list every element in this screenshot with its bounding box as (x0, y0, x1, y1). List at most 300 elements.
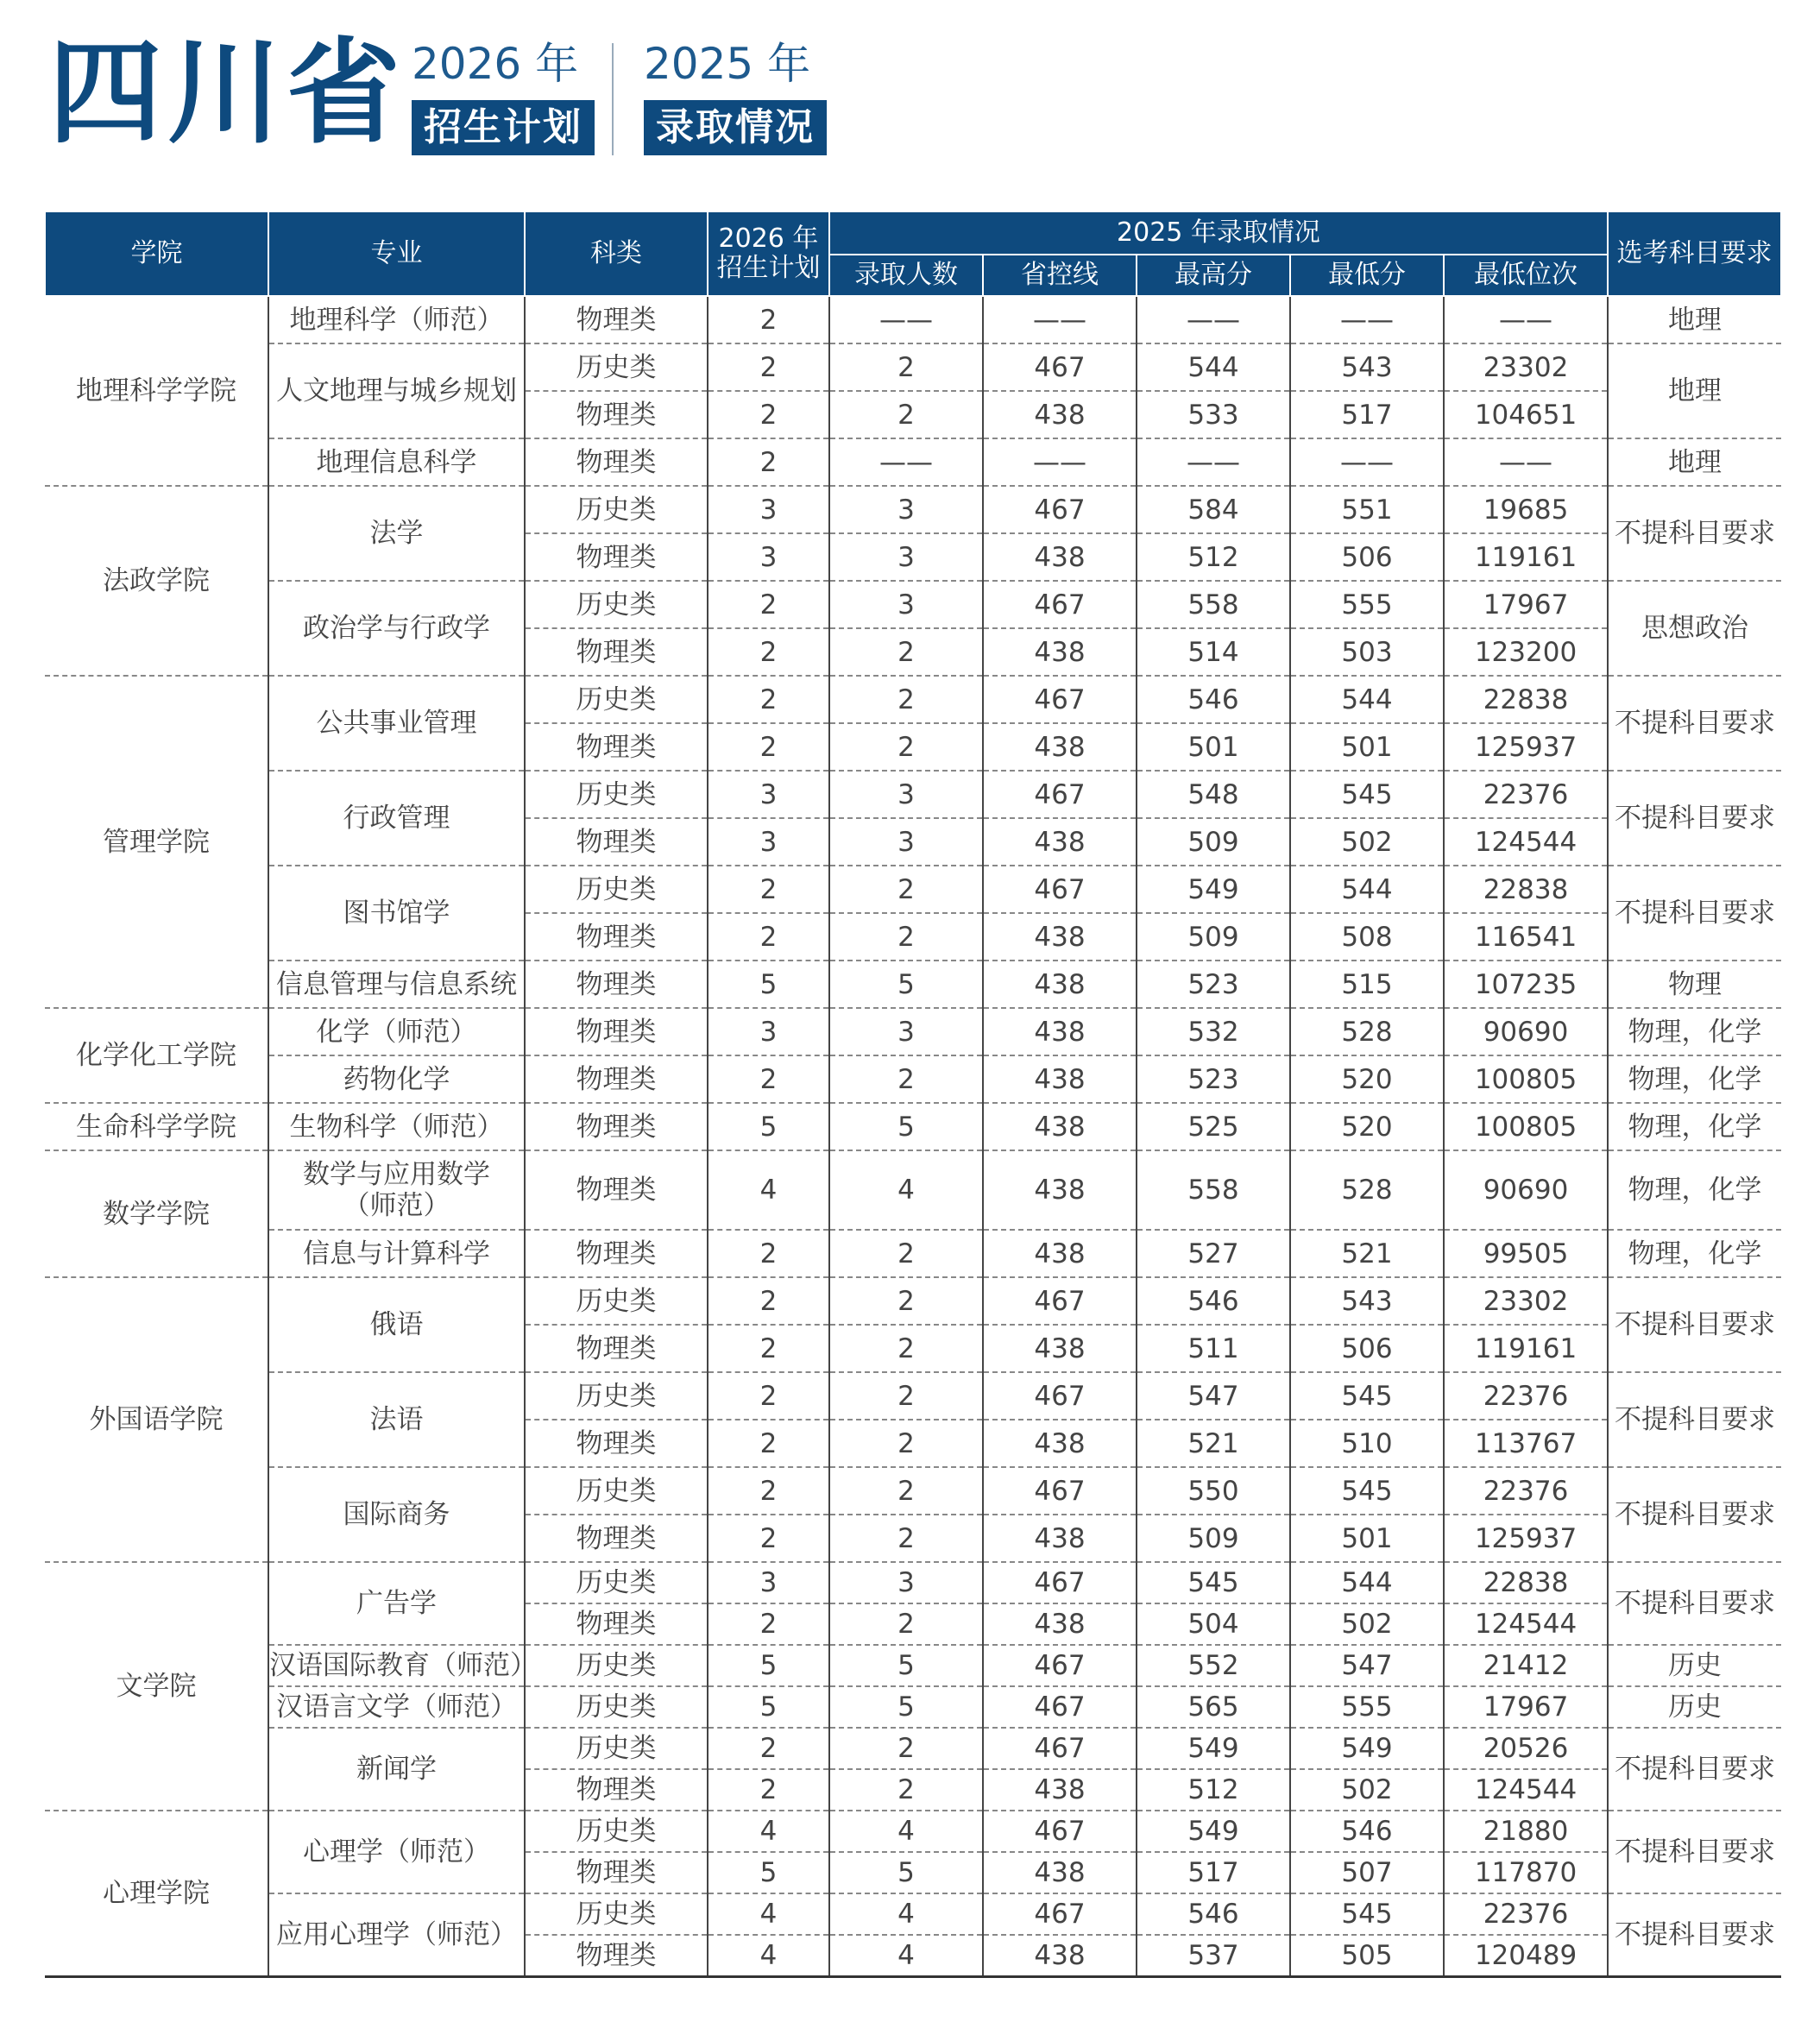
header-control-line: 省控线 (983, 255, 1137, 296)
header-college: 学院 (45, 211, 268, 296)
control-line-cell: 438 (983, 1103, 1137, 1150)
plan-cell: 2 (708, 1728, 829, 1769)
min-score-cell: 502 (1290, 1603, 1444, 1645)
control-line-cell: 438 (983, 961, 1137, 1008)
subject-requirement-cell: 物理，化学 (1608, 1008, 1781, 1055)
control-line-cell: 467 (983, 866, 1137, 913)
control-line-cell: 467 (983, 1467, 1137, 1515)
plan-cell: 2 (708, 1420, 829, 1467)
control-line-cell: 467 (983, 1811, 1137, 1852)
major-name-cell: 生物科学（师范） (268, 1103, 525, 1150)
header-category: 科类 (525, 211, 708, 296)
plan-year: 2026 年 (412, 39, 579, 89)
table-row (45, 1150, 1781, 1230)
subject-requirement-cell: 物理，化学 (1608, 1103, 1781, 1150)
admitted-count-cell: 2 (829, 1372, 983, 1420)
min-score-cell: 543 (1290, 1277, 1444, 1325)
max-score-cell: —— (1137, 296, 1290, 343)
table-row (45, 1562, 1781, 1603)
max-score-cell: 523 (1137, 1055, 1290, 1103)
category-cell: 历史类 (525, 1686, 708, 1728)
major-name-cell: 行政管理 (268, 771, 525, 866)
max-score-cell: —— (1137, 438, 1290, 486)
category-cell: 物理类 (525, 438, 708, 486)
major-name-cell: 法学 (268, 486, 525, 581)
min-rank-cell: 124544 (1444, 1769, 1608, 1811)
min-rank-cell: 21412 (1444, 1645, 1608, 1686)
min-rank-cell: 117870 (1444, 1852, 1608, 1893)
subject-requirement-cell: 不提科目要求 (1608, 771, 1781, 866)
control-line-cell: 467 (983, 1372, 1137, 1420)
header-max-score: 最高分 (1137, 255, 1290, 296)
control-line-cell: 438 (983, 391, 1137, 438)
max-score-cell: 501 (1137, 723, 1290, 771)
province-title: 四川省 (48, 27, 406, 160)
admitted-count-cell: 2 (829, 391, 983, 438)
subject-requirement-cell: 历史 (1608, 1645, 1781, 1686)
min-rank-cell: 113767 (1444, 1420, 1608, 1467)
plan-cell: 4 (708, 1893, 829, 1935)
min-score-cell: 515 (1290, 961, 1444, 1008)
admit-heading (644, 38, 827, 155)
plan-cell: 2 (708, 866, 829, 913)
min-rank-cell: 120489 (1444, 1935, 1608, 1977)
control-line-cell: 438 (983, 1935, 1137, 1977)
college-name-cell: 管理学院 (45, 676, 268, 1008)
category-cell: 物理类 (525, 1055, 708, 1103)
max-score-cell: 509 (1137, 818, 1290, 866)
plan-cell: 2 (708, 723, 829, 771)
admitted-count-cell: 2 (829, 1515, 983, 1562)
category-cell: 物理类 (525, 533, 708, 581)
min-rank-cell: 124544 (1444, 1603, 1608, 1645)
min-rank-cell: 116541 (1444, 913, 1608, 961)
control-line-cell: 467 (983, 343, 1137, 391)
major-name-cell: 人文地理与城乡规划 (268, 343, 525, 438)
category-cell: 历史类 (525, 1811, 708, 1852)
major-name-cell: 国际商务 (268, 1467, 525, 1562)
max-score-cell: 544 (1137, 343, 1290, 391)
category-cell: 物理类 (525, 1935, 708, 1977)
control-line-cell: 438 (983, 1852, 1137, 1893)
admitted-count-cell: 5 (829, 1103, 983, 1150)
control-line-cell: 438 (983, 628, 1137, 676)
category-cell: 物理类 (525, 1769, 708, 1811)
table-row (45, 1467, 1781, 1515)
plan-cell: 2 (708, 1230, 829, 1277)
min-score-cell: —— (1290, 438, 1444, 486)
category-cell: 历史类 (525, 1277, 708, 1325)
plan-cell: 5 (708, 1103, 829, 1150)
control-line-cell: 438 (983, 723, 1137, 771)
admit-year: 2025 年 (644, 39, 811, 89)
plan-cell: 2 (708, 1515, 829, 1562)
plan-cell: 4 (708, 1811, 829, 1852)
admit-label: 录取情况 (644, 100, 827, 155)
min-rank-cell: 22376 (1444, 1467, 1608, 1515)
table-row (45, 1645, 1781, 1686)
admission-table (44, 211, 1782, 1978)
admitted-count-cell: 2 (829, 866, 983, 913)
major-name-cell: 数学与应用数学 （师范） (268, 1150, 525, 1230)
min-rank-cell: 22838 (1444, 676, 1608, 723)
max-score-cell: 511 (1137, 1325, 1290, 1372)
min-score-cell: 543 (1290, 343, 1444, 391)
college-name-cell: 地理科学学院 (45, 296, 268, 486)
max-score-cell: 545 (1137, 1562, 1290, 1603)
plan-cell: 2 (708, 1055, 829, 1103)
plan-cell: 5 (708, 1686, 829, 1728)
admitted-count-cell: 5 (829, 1645, 983, 1686)
min-score-cell: 545 (1290, 1467, 1444, 1515)
max-score-cell: 525 (1137, 1103, 1290, 1150)
admitted-count-cell: 2 (829, 1420, 983, 1467)
plan-cell: 2 (708, 1603, 829, 1645)
min-rank-cell: 100805 (1444, 1055, 1608, 1103)
control-line-cell: 438 (983, 1515, 1137, 1562)
control-line-cell: 467 (983, 1277, 1137, 1325)
min-score-cell: 544 (1290, 1562, 1444, 1603)
max-score-cell: 523 (1137, 961, 1290, 1008)
major-name-cell: 化学（师范） (268, 1008, 525, 1055)
plan-cell: 2 (708, 1769, 829, 1811)
min-score-cell: 503 (1290, 628, 1444, 676)
college-name-cell: 心理学院 (45, 1811, 268, 1977)
min-score-cell: 544 (1290, 676, 1444, 723)
min-score-cell: 547 (1290, 1645, 1444, 1686)
plan-cell: 3 (708, 1562, 829, 1603)
table-row (45, 581, 1781, 628)
min-rank-cell: 99505 (1444, 1230, 1608, 1277)
min-rank-cell: 22838 (1444, 1562, 1608, 1603)
max-score-cell: 546 (1137, 1277, 1290, 1325)
category-cell: 物理类 (525, 1852, 708, 1893)
plan-cell: 2 (708, 1372, 829, 1420)
category-cell: 物理类 (525, 1230, 708, 1277)
min-score-cell: 545 (1290, 771, 1444, 818)
admitted-count-cell: 4 (829, 1893, 983, 1935)
table-body (45, 296, 1781, 1977)
plan-cell: 2 (708, 343, 829, 391)
header-admitted: 录取人数 (829, 255, 983, 296)
max-score-cell: 584 (1137, 486, 1290, 533)
admitted-count-cell: 2 (829, 913, 983, 961)
control-line-cell: —— (983, 296, 1137, 343)
category-cell: 物理类 (525, 1325, 708, 1372)
control-line-cell: 438 (983, 818, 1137, 866)
category-cell: 物理类 (525, 1103, 708, 1150)
header-plan: 2026 年 招生计划 (708, 211, 829, 296)
max-score-cell: 512 (1137, 1769, 1290, 1811)
category-cell: 物理类 (525, 391, 708, 438)
header-min-rank: 最低位次 (1444, 255, 1608, 296)
min-rank-cell: 23302 (1444, 343, 1608, 391)
admitted-count-cell: 3 (829, 771, 983, 818)
plan-cell: 5 (708, 1852, 829, 1893)
plan-cell: 5 (708, 961, 829, 1008)
min-rank-cell: 19685 (1444, 486, 1608, 533)
control-line-cell: 438 (983, 1150, 1137, 1230)
header-min-score: 最低分 (1290, 255, 1444, 296)
admitted-count-cell: 3 (829, 581, 983, 628)
subject-requirement-cell: 地理 (1608, 296, 1781, 343)
header-subject-req: 选考科目要求 (1608, 211, 1781, 296)
subject-requirement-cell: 不提科目要求 (1608, 1467, 1781, 1562)
max-score-cell: 517 (1137, 1852, 1290, 1893)
min-score-cell: —— (1290, 296, 1444, 343)
control-line-cell: 438 (983, 1603, 1137, 1645)
major-name-cell: 俄语 (268, 1277, 525, 1372)
subject-requirement-cell: 地理 (1608, 343, 1781, 438)
max-score-cell: 546 (1137, 676, 1290, 723)
table-row (45, 438, 1781, 486)
table-row (45, 676, 1781, 723)
max-score-cell: 512 (1137, 533, 1290, 581)
admitted-count-cell: 2 (829, 1728, 983, 1769)
plan-cell: 2 (708, 438, 829, 486)
min-score-cell: 501 (1290, 723, 1444, 771)
admitted-count-cell: 2 (829, 723, 983, 771)
college-name-cell: 化学化工学院 (45, 1008, 268, 1103)
max-score-cell: 547 (1137, 1372, 1290, 1420)
table-row (45, 1103, 1781, 1150)
category-cell: 历史类 (525, 1372, 708, 1420)
major-name-cell: 地理科学（师范） (268, 296, 525, 343)
table-row (45, 866, 1781, 913)
control-line-cell: 467 (983, 1893, 1137, 1935)
plan-cell: 2 (708, 1325, 829, 1372)
min-rank-cell: 22376 (1444, 1372, 1608, 1420)
admitted-count-cell: 4 (829, 1811, 983, 1852)
subject-requirement-cell: 物理 (1608, 961, 1781, 1008)
plan-cell: 4 (708, 1935, 829, 1977)
admitted-count-cell: 2 (829, 1769, 983, 1811)
admitted-count-cell: 3 (829, 533, 983, 581)
major-name-cell: 广告学 (268, 1562, 525, 1645)
min-rank-cell: 123200 (1444, 628, 1608, 676)
subject-requirement-cell: 不提科目要求 (1608, 676, 1781, 771)
min-score-cell: 506 (1290, 533, 1444, 581)
admitted-count-cell: 2 (829, 1603, 983, 1645)
major-name-cell: 汉语言文学（师范） (268, 1686, 525, 1728)
admitted-count-cell: —— (829, 296, 983, 343)
plan-cell: 3 (708, 533, 829, 581)
min-rank-cell: 119161 (1444, 1325, 1608, 1372)
plan-cell: 2 (708, 1467, 829, 1515)
max-score-cell: 558 (1137, 1150, 1290, 1230)
max-score-cell: 549 (1137, 866, 1290, 913)
control-line-cell: 438 (983, 1230, 1137, 1277)
max-score-cell: 514 (1137, 628, 1290, 676)
table-row (45, 1686, 1781, 1728)
control-line-cell: 467 (983, 581, 1137, 628)
control-line-cell: 438 (983, 1325, 1137, 1372)
college-name-cell: 法政学院 (45, 486, 268, 676)
max-score-cell: 552 (1137, 1645, 1290, 1686)
table-row (45, 1372, 1781, 1420)
min-score-cell: 520 (1290, 1103, 1444, 1150)
admitted-count-cell: 2 (829, 1277, 983, 1325)
min-score-cell: 555 (1290, 1686, 1444, 1728)
min-rank-cell: —— (1444, 438, 1608, 486)
min-score-cell: 508 (1290, 913, 1444, 961)
table-row (45, 961, 1781, 1008)
min-score-cell: 528 (1290, 1008, 1444, 1055)
subject-requirement-cell: 不提科目要求 (1608, 866, 1781, 961)
subject-requirement-cell: 物理，化学 (1608, 1055, 1781, 1103)
control-line-cell: 438 (983, 913, 1137, 961)
admitted-count-cell: 3 (829, 818, 983, 866)
subject-requirement-cell: 地理 (1608, 438, 1781, 486)
category-cell: 物理类 (525, 628, 708, 676)
category-cell: 历史类 (525, 343, 708, 391)
major-name-cell: 公共事业管理 (268, 676, 525, 771)
plan-cell: 4 (708, 1150, 829, 1230)
subject-requirement-cell: 物理，化学 (1608, 1150, 1781, 1230)
major-name-cell: 新闻学 (268, 1728, 525, 1811)
max-score-cell: 533 (1137, 391, 1290, 438)
category-cell: 物理类 (525, 818, 708, 866)
admitted-count-cell: 2 (829, 1467, 983, 1515)
subject-requirement-cell: 不提科目要求 (1608, 1562, 1781, 1645)
min-rank-cell: 124544 (1444, 818, 1608, 866)
max-score-cell: 504 (1137, 1603, 1290, 1645)
table-row (45, 1055, 1781, 1103)
table-row (45, 1230, 1781, 1277)
admitted-count-cell: 3 (829, 1008, 983, 1055)
min-rank-cell: 100805 (1444, 1103, 1608, 1150)
max-score-cell: 521 (1137, 1420, 1290, 1467)
max-score-cell: 558 (1137, 581, 1290, 628)
major-name-cell: 心理学（师范） (268, 1811, 525, 1893)
min-rank-cell: —— (1444, 296, 1608, 343)
plan-cell: 2 (708, 676, 829, 723)
table-row (45, 296, 1781, 343)
category-cell: 物理类 (525, 913, 708, 961)
min-score-cell: 510 (1290, 1420, 1444, 1467)
max-score-cell: 550 (1137, 1467, 1290, 1515)
plan-cell: 2 (708, 296, 829, 343)
college-name-cell: 文学院 (45, 1562, 268, 1811)
min-score-cell: 544 (1290, 866, 1444, 913)
control-line-cell: 467 (983, 1686, 1137, 1728)
major-name-cell: 药物化学 (268, 1055, 525, 1103)
min-rank-cell: 90690 (1444, 1008, 1608, 1055)
control-line-cell: 467 (983, 676, 1137, 723)
table-row (45, 1008, 1781, 1055)
plan-cell: 2 (708, 1277, 829, 1325)
admitted-count-cell: 2 (829, 1230, 983, 1277)
max-score-cell: 548 (1137, 771, 1290, 818)
subject-requirement-cell: 历史 (1608, 1686, 1781, 1728)
control-line-cell: 467 (983, 771, 1137, 818)
subject-requirement-cell: 不提科目要求 (1608, 486, 1781, 581)
subject-requirement-cell: 不提科目要求 (1608, 1372, 1781, 1467)
table-row (45, 343, 1781, 391)
plan-cell: 2 (708, 391, 829, 438)
control-line-cell: 438 (983, 1055, 1137, 1103)
subject-requirement-cell: 不提科目要求 (1608, 1893, 1781, 1977)
min-score-cell: 502 (1290, 1769, 1444, 1811)
plan-cell: 5 (708, 1645, 829, 1686)
min-score-cell: 545 (1290, 1372, 1444, 1420)
min-rank-cell: 107235 (1444, 961, 1608, 1008)
college-name-cell: 数学学院 (45, 1150, 268, 1277)
control-line-cell: 467 (983, 1728, 1137, 1769)
max-score-cell: 509 (1137, 1515, 1290, 1562)
category-cell: 物理类 (525, 1603, 708, 1645)
admitted-count-cell: 5 (829, 1852, 983, 1893)
category-cell: 历史类 (525, 1645, 708, 1686)
min-rank-cell: 22376 (1444, 771, 1608, 818)
min-score-cell: 501 (1290, 1515, 1444, 1562)
plan-cell: 3 (708, 818, 829, 866)
category-cell: 物理类 (525, 961, 708, 1008)
max-score-cell: 527 (1137, 1230, 1290, 1277)
plan-cell: 2 (708, 581, 829, 628)
subject-requirement-cell: 不提科目要求 (1608, 1277, 1781, 1372)
min-rank-cell: 22376 (1444, 1893, 1608, 1935)
min-score-cell: 551 (1290, 486, 1444, 533)
category-cell: 历史类 (525, 1893, 708, 1935)
min-rank-cell: 22838 (1444, 866, 1608, 913)
category-cell: 历史类 (525, 771, 708, 818)
major-name-cell: 信息与计算科学 (268, 1230, 525, 1277)
college-name-cell: 生命科学学院 (45, 1103, 268, 1150)
header-major: 专业 (268, 211, 525, 296)
plan-cell: 3 (708, 771, 829, 818)
plan-label: 招生计划 (412, 100, 595, 155)
category-cell: 历史类 (525, 1562, 708, 1603)
min-rank-cell: 17967 (1444, 1686, 1608, 1728)
control-line-cell: 467 (983, 1645, 1137, 1686)
major-name-cell: 法语 (268, 1372, 525, 1467)
admitted-count-cell: 2 (829, 628, 983, 676)
min-rank-cell: 23302 (1444, 1277, 1608, 1325)
control-line-cell: 438 (983, 1769, 1137, 1811)
category-cell: 物理类 (525, 1150, 708, 1230)
admitted-count-cell: 3 (829, 486, 983, 533)
control-line-cell: 467 (983, 486, 1137, 533)
min-rank-cell: 119161 (1444, 533, 1608, 581)
admitted-count-cell: 3 (829, 1562, 983, 1603)
control-line-cell: 438 (983, 1420, 1137, 1467)
max-score-cell: 565 (1137, 1686, 1290, 1728)
header-admission-group: 2025 年录取情况 (829, 211, 1608, 255)
major-name-cell: 图书馆学 (268, 866, 525, 961)
max-score-cell: 509 (1137, 913, 1290, 961)
major-name-cell: 汉语国际教育（师范） (268, 1645, 525, 1686)
min-score-cell: 505 (1290, 1935, 1444, 1977)
category-cell: 物理类 (525, 723, 708, 771)
category-cell: 历史类 (525, 1467, 708, 1515)
plan-cell: 3 (708, 1008, 829, 1055)
min-score-cell: 502 (1290, 818, 1444, 866)
admitted-count-cell: —— (829, 438, 983, 486)
min-rank-cell: 125937 (1444, 1515, 1608, 1562)
subject-requirement-cell: 不提科目要求 (1608, 1728, 1781, 1811)
plan-cell: 3 (708, 486, 829, 533)
max-score-cell: 549 (1137, 1811, 1290, 1852)
table-row (45, 771, 1781, 818)
category-cell: 历史类 (525, 486, 708, 533)
admitted-count-cell: 4 (829, 1150, 983, 1230)
admitted-count-cell: 4 (829, 1935, 983, 1977)
page-header (0, 0, 1820, 173)
control-line-cell: —— (983, 438, 1137, 486)
table-row (45, 1893, 1781, 1935)
min-score-cell: 528 (1290, 1150, 1444, 1230)
